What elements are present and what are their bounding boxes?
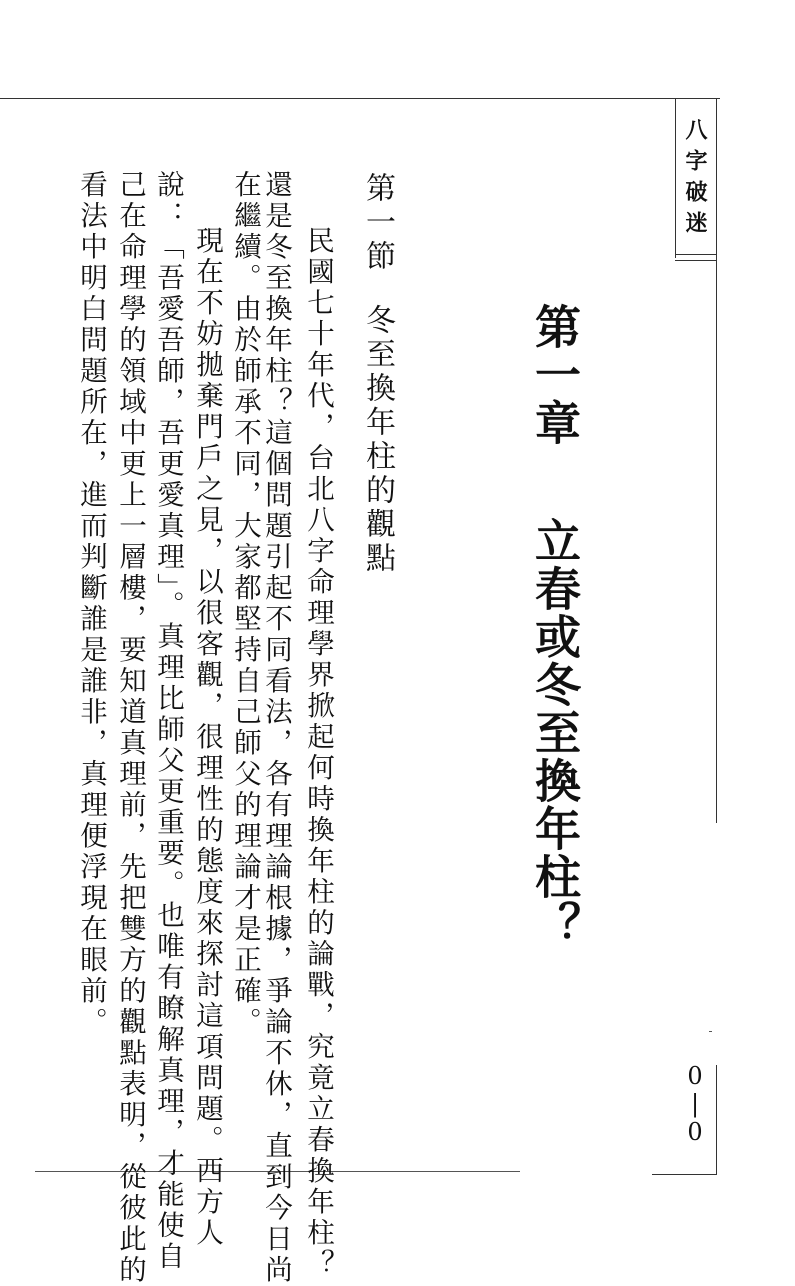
chapter-label: 第一章 xyxy=(528,303,582,447)
header-divider-double xyxy=(675,260,717,261)
body-line: 還是冬至換年柱？這個問題引起不同看法，各有理論根據，爭論不休，直到今日尚 xyxy=(260,170,292,1286)
page-number-top: 0 xyxy=(687,1062,703,1090)
header-box-right-line xyxy=(716,98,717,823)
body-line: 在繼續。由於師承不同，大家都堅持自己師父的理論才是正確。 xyxy=(229,170,261,1038)
section-label: 第一節 xyxy=(360,172,395,274)
body-line: 現在不妨拋棄門戶之見，以很客觀，很理性的態度來探討這項問題。西方人 xyxy=(191,226,223,1249)
body-line: 看法中明白問題所在，進而判斷誰是誰非，真理便浮現在眼前。 xyxy=(75,170,107,1038)
footer-box-bottom-line xyxy=(652,1174,716,1175)
page-number-bottom: 0 xyxy=(687,1118,703,1146)
body-line: 民國七十年代，台北八字命理學界掀起何時換年柱的論戰，究竟立春換年柱？ xyxy=(302,226,334,1280)
body-line: 己在命理學的領域中更上一層樓，要知道真理前，先把雙方的觀點表明，從彼此的 xyxy=(114,170,146,1286)
footer-box-right-line xyxy=(716,1065,717,1175)
header-divider xyxy=(675,254,717,255)
body-line: 說：「吾愛吾師，吾更愛真理」。真理比師父更重要。也唯有瞭解真理，才能使自 xyxy=(152,170,184,1273)
top-rule xyxy=(0,98,720,99)
running-header-title: 八字破迷 xyxy=(682,118,708,242)
print-mark xyxy=(709,1031,712,1032)
chapter-heading xyxy=(522,303,588,949)
section-title: 冬至換年柱的觀點 xyxy=(360,304,395,576)
section-heading xyxy=(355,172,399,576)
chapter-title: 立春或冬至換年柱？ xyxy=(528,517,582,949)
header-box-left-line xyxy=(675,98,676,258)
page-number xyxy=(684,1062,706,1146)
page-number-separator: | xyxy=(690,1090,700,1118)
